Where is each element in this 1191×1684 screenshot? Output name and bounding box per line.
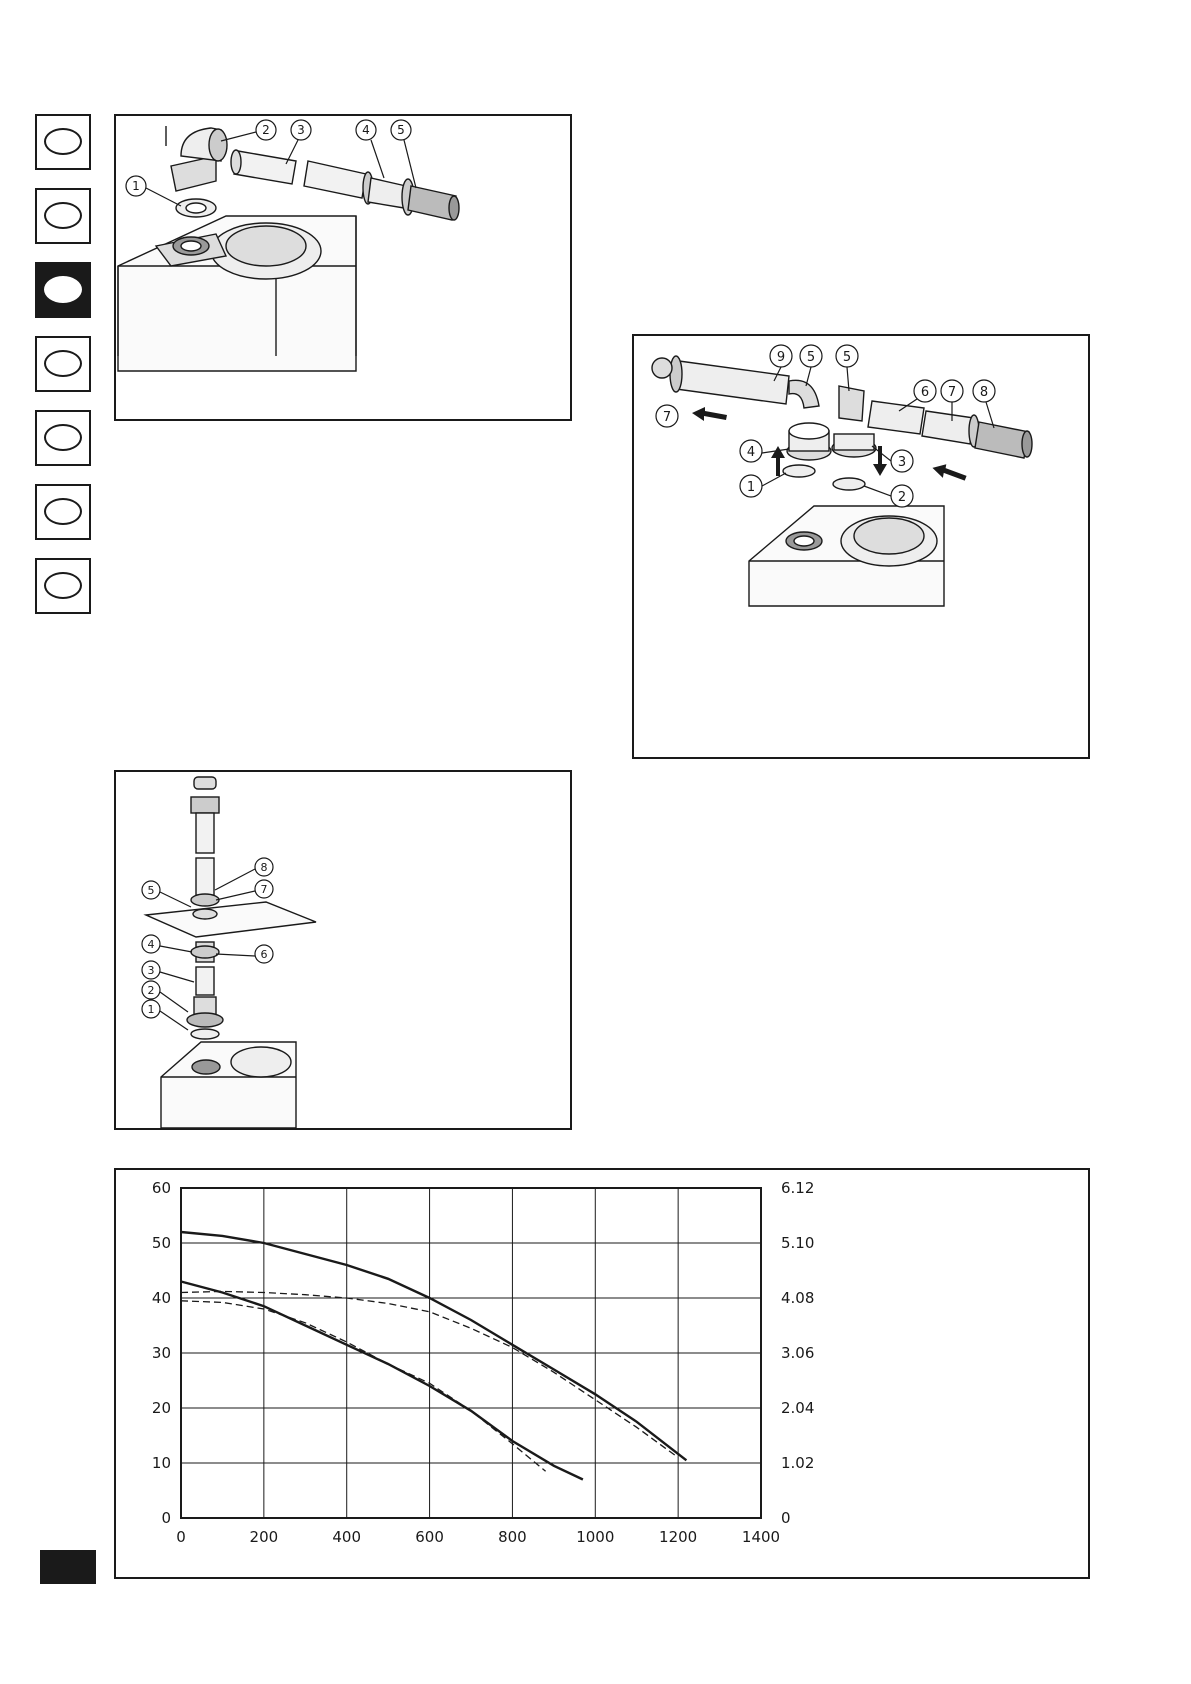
y-left-tick-label: 10 — [151, 1454, 171, 1472]
callout-label: 7 — [947, 385, 957, 400]
callout-label: 4 — [362, 123, 370, 137]
y-left-tick-label: 0 — [161, 1509, 171, 1527]
x-tick-label: 0 — [176, 1528, 186, 1546]
language-tab[interactable] — [35, 484, 91, 540]
x-tick-label: 400 — [332, 1528, 362, 1546]
language-tab[interactable] — [35, 188, 91, 244]
flag-oval-icon — [44, 350, 82, 377]
adapter-part — [783, 423, 876, 490]
y-right-tick-label: 1.02 — [781, 1454, 815, 1472]
air-intake-pipe-part — [652, 356, 789, 404]
boiler-top-drawing — [749, 506, 944, 606]
callout-label: 5 — [147, 884, 155, 897]
horizontal-flue-illustration — [116, 116, 570, 419]
y-right-tick-label: 6.12 — [781, 1179, 815, 1197]
flag-oval-icon — [44, 276, 82, 303]
vertical-flue-illustration — [116, 772, 570, 1128]
gasket-part — [176, 199, 216, 217]
callout-label: 4 — [147, 938, 155, 951]
boiler-top-drawing — [118, 216, 356, 371]
x-tick-label: 1400 — [741, 1528, 781, 1546]
callout-label: 5 — [397, 123, 405, 137]
callout-label: 3 — [297, 123, 305, 137]
callout-label: 5 — [842, 350, 852, 365]
series-line-3 — [181, 1282, 583, 1480]
callout-label: 3 — [897, 455, 907, 470]
flag-oval-icon — [44, 572, 82, 599]
flag-oval-icon — [44, 202, 82, 229]
callout-label: 5 — [806, 350, 816, 365]
language-tab[interactable] — [35, 558, 91, 614]
language-tab-active[interactable] — [35, 262, 91, 318]
callout-label: 7 — [260, 883, 268, 896]
callout-label: 1 — [147, 1003, 155, 1016]
callout-label: 8 — [260, 861, 268, 874]
elbow-part — [789, 380, 864, 421]
extension-pipe-part — [231, 150, 296, 184]
y-right-tick-label: 5.10 — [781, 1234, 815, 1252]
language-tab[interactable] — [35, 114, 91, 170]
callout-label: 6 — [920, 385, 930, 400]
callout-label: 1 — [132, 179, 140, 193]
language-tab[interactable] — [35, 336, 91, 392]
x-tick-label: 800 — [498, 1528, 527, 1546]
boiler-top-drawing — [161, 1042, 296, 1128]
y-left-tick-label: 30 — [151, 1344, 171, 1362]
language-tab[interactable] — [35, 410, 91, 466]
y-left-tick-label: 60 — [151, 1179, 171, 1197]
elbow-part — [166, 126, 227, 191]
callout-label: 2 — [147, 984, 155, 997]
callout-label: 9 — [776, 350, 786, 365]
x-tick-label: 1200 — [659, 1528, 698, 1546]
y-left-tick-label: 50 — [151, 1234, 171, 1252]
flag-oval-icon — [44, 128, 82, 155]
x-tick-label: 200 — [249, 1528, 279, 1546]
flag-oval-icon — [44, 498, 82, 525]
y-left-tick-label: 40 — [151, 1289, 171, 1307]
figure-split-flue-kit — [632, 334, 1090, 759]
callout-label: 2 — [897, 490, 907, 505]
callout-label: 3 — [147, 964, 155, 977]
series-line-1 — [181, 1232, 686, 1460]
flue-outlet-pipe-part — [868, 401, 1032, 458]
pump-curve-chart — [116, 1170, 1088, 1577]
split-flue-illustration — [634, 336, 1088, 757]
callout-label: 1 — [746, 480, 756, 495]
callout-label: 6 — [260, 948, 268, 961]
series-line-4 — [181, 1301, 546, 1472]
pump-curve-chart-frame — [114, 1168, 1090, 1579]
figure-horizontal-flue-kit — [114, 114, 572, 421]
flag-oval-icon — [44, 424, 82, 451]
callout-label: 4 — [746, 445, 756, 460]
figure-vertical-flue-kit — [114, 770, 572, 1130]
y-left-tick-label: 20 — [151, 1399, 171, 1417]
y-right-tick-label: 2.04 — [781, 1399, 815, 1417]
page-marker-block — [40, 1550, 96, 1584]
callout-label: 8 — [979, 385, 989, 400]
y-right-tick-label: 4.08 — [781, 1289, 815, 1307]
x-tick-label: 1000 — [576, 1528, 615, 1546]
callout-label: 2 — [262, 123, 270, 137]
y-right-tick-label: 0 — [781, 1509, 791, 1527]
x-tick-label: 600 — [415, 1528, 444, 1546]
y-right-tick-label: 3.06 — [781, 1344, 815, 1362]
callout-label: 7 — [662, 410, 672, 425]
